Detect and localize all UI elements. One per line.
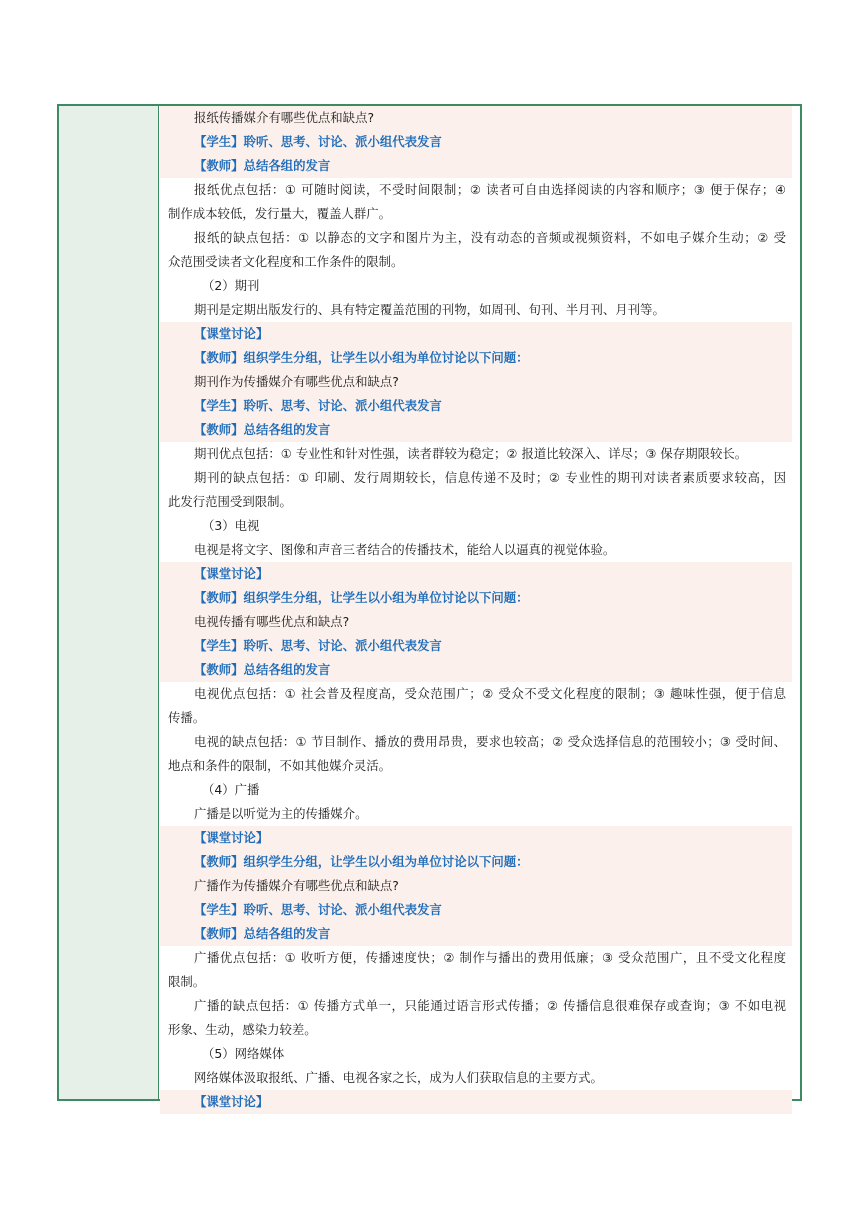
line-text: 广播优点包括：① 收听方便，传播速度快；② 制作与播出的费用低廉；③ 受众范围广，且不受文化程度 [194, 950, 786, 965]
line-text: 【教师】总结各组的发言 [194, 662, 331, 677]
content-line [160, 1090, 792, 1114]
line-text: 【学生】聆听、思考、讨论、派小组代表发言 [194, 638, 442, 653]
line-text: 制作成本较低，发行量大，覆盖人群广。 [168, 206, 392, 221]
line-text: （4）广播 [202, 782, 260, 797]
line-text: 期刊的缺点包括：① 印刷、发行周期较长，信息传递不及时；② 专业性的期刊对读者素质要求较高，因 [194, 470, 786, 485]
line-text: 【学生】聆听、思考、讨论、派小组代表发言 [194, 902, 442, 917]
line-text: 期刊优点包括：① 专业性和针对性强，读者群较为稳定；② 报道比较深入、详尽；③ 保存期限较长。 [194, 446, 748, 461]
line-text: 电视优点包括：① 社会普及程度高，受众范围广；② 受众不受文化程度的限制；③ 趣味性强，便于信息 [194, 686, 786, 701]
line-text: 【课堂讨论】 [194, 326, 269, 341]
line-text: （2）期刊 [202, 278, 260, 293]
content-line [160, 754, 792, 778]
content-line [160, 922, 792, 946]
line-text: 限制。 [168, 974, 206, 989]
table-content-column [160, 106, 800, 1109]
content-line [160, 1042, 792, 1066]
line-text: （5）网络媒体 [202, 1046, 285, 1061]
line-text: 广播是以听觉为主的传播媒介。 [194, 806, 368, 821]
content-line [160, 202, 792, 226]
line-text: 报纸的缺点包括：① 以静态的文字和图片为主，没有动态的音频或视频资料，不如电子媒介生动；② 受 [194, 230, 786, 245]
line-text: 广播的缺点包括：① 传播方式单一，只能通过语言形式传播；② 传播信息很难保存或查询；③ 不如电视 [194, 998, 786, 1013]
content-line [160, 274, 792, 298]
content-line [160, 514, 792, 538]
line-text: 报纸优点包括：① 可随时阅读，不受时间限制；② 读者可自由选择阅读的内容和顺序；③ 便于保存；④ [194, 182, 786, 197]
content-line [160, 322, 792, 346]
line-text: 期刊是定期出版发行的、具有特定覆盖范围的刊物，如周刊、旬刊、半月刊、月刊等。 [194, 302, 665, 317]
line-text: 期刊作为传播媒介有哪些优点和缺点? [194, 374, 399, 389]
line-text: 传播。 [168, 710, 206, 725]
content-line [160, 538, 792, 562]
content-line [160, 970, 792, 994]
content-line [160, 178, 792, 202]
content-line [160, 394, 792, 418]
line-text: 电视是将文字、图像和声音三者结合的传播技术，能给人以逼真的视觉体验。 [194, 542, 616, 557]
content-line [160, 802, 792, 826]
content-line [160, 898, 792, 922]
line-text: 【课堂讨论】 [194, 830, 269, 845]
content-line [160, 346, 792, 370]
content-line [160, 154, 792, 178]
table-left-column [59, 106, 159, 1099]
content-line [160, 946, 792, 970]
content-line [160, 1018, 792, 1042]
content-line [160, 658, 792, 682]
line-text: 地点和条件的限制，不如其他媒介灵活。 [168, 758, 392, 773]
line-text: 报纸传播媒介有哪些优点和缺点? [194, 110, 375, 125]
content-line [160, 586, 792, 610]
content-line [160, 466, 792, 490]
line-text: 【课堂讨论】 [194, 1094, 269, 1109]
content-line [160, 418, 792, 442]
lesson-table [57, 104, 802, 1109]
line-text: 【课堂讨论】 [194, 566, 269, 581]
line-text: 【教师】总结各组的发言 [194, 422, 331, 437]
line-text: 电视的缺点包括：① 节目制作、播放的费用昂贵，要求也较高；② 受众选择信息的范围较小；③ 受时间、 [194, 734, 786, 749]
content-line [160, 298, 792, 322]
line-text: 【学生】聆听、思考、讨论、派小组代表发言 [194, 398, 442, 413]
content-line [160, 850, 792, 874]
content-line [160, 874, 792, 898]
line-text: 【学生】聆听、思考、讨论、派小组代表发言 [194, 134, 442, 149]
content-line [160, 730, 792, 754]
content-line [160, 826, 792, 850]
content-line [160, 250, 792, 274]
content-line [160, 370, 792, 394]
content-line [160, 442, 792, 466]
line-text: 【教师】总结各组的发言 [194, 926, 331, 941]
line-text: 网络媒体汲取报纸、广播、电视各家之长，成为人们获取信息的主要方式。 [194, 1070, 603, 1085]
content-line [160, 682, 792, 706]
content-line [160, 610, 792, 634]
line-text: 电视传播有哪些优点和缺点? [194, 614, 350, 629]
content-line [160, 562, 792, 586]
content-line [160, 1066, 792, 1090]
content-line [160, 994, 792, 1018]
line-text: 此发行范围受到限制。 [168, 494, 292, 509]
content-line [160, 130, 792, 154]
line-text: 【教师】组织学生分组，让学生以小组为单位讨论以下问题： [194, 590, 529, 605]
line-text: 【教师】总结各组的发言 [194, 158, 331, 173]
line-text: （3）电视 [202, 518, 260, 533]
line-text: 广播作为传播媒介有哪些优点和缺点? [194, 878, 399, 893]
line-text: 形象、生动，感染力较差。 [168, 1022, 317, 1037]
content-line [160, 106, 792, 130]
content-line [160, 778, 792, 802]
content-line [160, 706, 792, 730]
line-text: 【教师】组织学生分组，让学生以小组为单位讨论以下问题： [194, 854, 529, 869]
content-line [160, 226, 792, 250]
content-line [160, 490, 792, 514]
line-text: 众范围受读者文化程度和工作条件的限制。 [168, 254, 404, 269]
line-text: 【教师】组织学生分组，让学生以小组为单位讨论以下问题： [194, 350, 529, 365]
content-line [160, 634, 792, 658]
